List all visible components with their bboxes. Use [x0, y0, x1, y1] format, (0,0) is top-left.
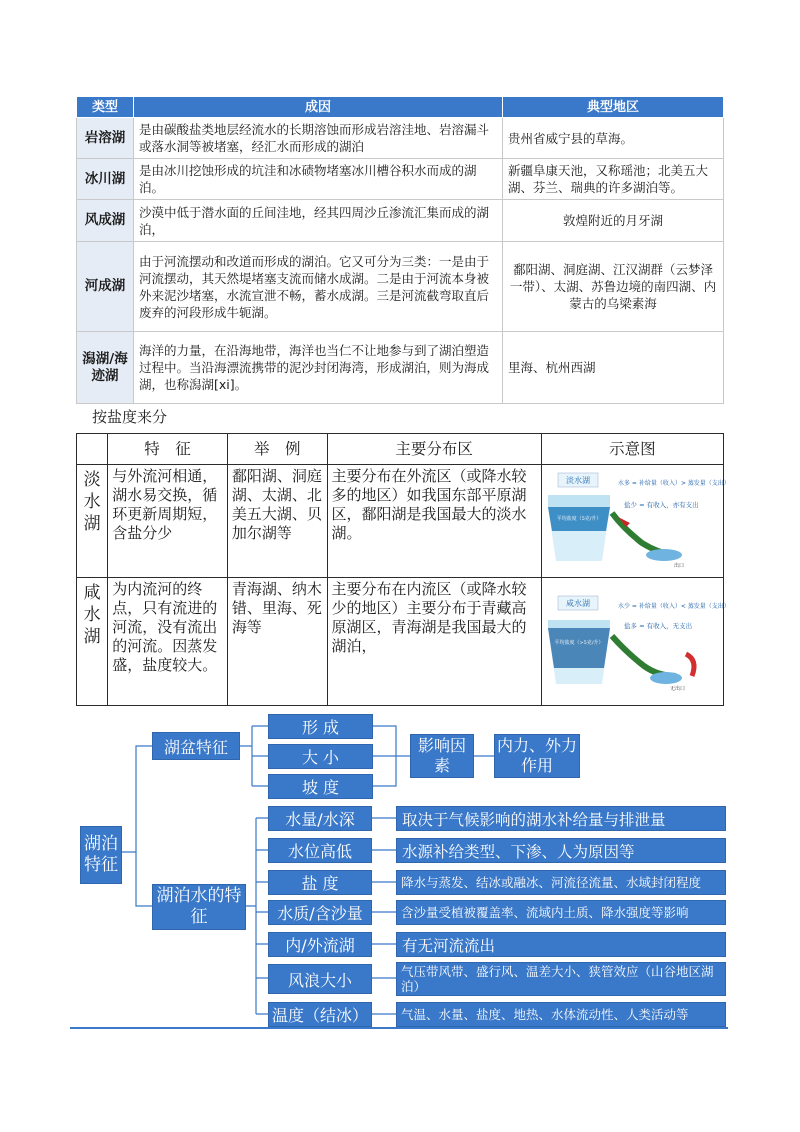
water-detail-waves: 气压带风带、盛行风、温差大小、狭管效应（山谷地区湖泊） — [396, 962, 726, 996]
row-cause: 由于河流摆动和改道而形成的湖泊。它又可分为三类：一是由于河流摆动，其天然堤堵塞支流而储水成湖。二是由于河流本身被外来泥沙堵塞，水流宣泄不畅，蓄水成湖。三是河流截弯取直后废弃的河段形成牛轭湖。 — [134, 242, 503, 332]
row-example: 青海湖、纳木错、里海、死海等 — [227, 578, 327, 706]
connector-basin-items — [240, 726, 268, 786]
basin-item: 形 成 — [268, 714, 373, 739]
water-detail-quality: 含沙量受植被覆盖率、流域内土质、降水强度等影响 — [396, 900, 726, 925]
diagram-outlet: 出口 — [673, 563, 684, 569]
diagram-title: 淡水湖 — [565, 476, 590, 485]
header-cause: 成因 — [134, 97, 503, 118]
row-type: 冰川湖 — [77, 159, 134, 200]
row-type: 河成湖 — [77, 242, 134, 332]
water-branch: 湖泊水的特征 — [152, 884, 246, 930]
water-detail-salinity: 降水与蒸发、结冰或融冰、河流径流量、水域封闭程度 — [396, 870, 726, 895]
water-detail-temperature: 气温、水量、盐度、地热、水体流动性、人类活动等 — [396, 1002, 726, 1027]
diagram-level: 平均盐度（>5克/升） — [554, 639, 604, 646]
header-feature: 特 征 — [108, 434, 228, 465]
water-item-volume: 水量/水深 — [268, 806, 372, 831]
header-region: 典型地区 — [503, 97, 724, 118]
basin-item: 大 小 — [268, 744, 373, 769]
row-type: 潟湖/海迹湖 — [77, 332, 134, 404]
row-region: 新疆阜康天池，又称瑶池；北美五大湖、芬兰、瑞典的许多湖泊等。 — [503, 159, 724, 200]
water-detail-volume: 取决于气候影响的湖水补给量与排泄量 — [396, 806, 726, 831]
water-item-quality: 水质/含沙量 — [268, 900, 372, 925]
water-item-salinity: 盐 度 — [268, 870, 372, 895]
basin-item: 坡 度 — [268, 774, 373, 799]
row-region: 里海、杭州西湖 — [503, 332, 724, 404]
water-item-outflow: 内/外流湖 — [268, 932, 372, 957]
diagram-outlet: 无出口 — [669, 685, 685, 692]
force-box: 内力、外力作用 — [494, 734, 580, 778]
connector-water-items — [256, 818, 268, 1014]
connector-root-water — [136, 852, 152, 906]
row-cause: 是由碳酸盐类地层经流水的长期溶蚀而形成岩溶洼地、岩溶漏斗或落水洞等被堵塞，经汇水而形成的湖泊 — [134, 118, 503, 159]
row-region: 敦煌附近的月牙湖 — [503, 200, 724, 242]
mindmap-root: 湖泊特征 — [80, 826, 122, 884]
header-example: 举 例 — [227, 434, 327, 465]
row-type: 岩溶湖 — [77, 118, 134, 159]
header-figure: 示意图 — [541, 434, 723, 465]
diagram-line2: 盐多 = 有收入，无支出 — [623, 621, 692, 630]
influence-factor: 影响因素 — [410, 734, 474, 778]
water-item-level: 水位高低 — [268, 838, 372, 863]
diagram-title: 咸水湖 — [565, 598, 590, 608]
row-feature: 与外流河相通，湖水易交换，循环更新周期短，含盐分少 — [108, 465, 228, 578]
connector-water-trunk — [246, 818, 256, 1014]
diagram-line2: 盐少 = 有收入，亦有支出 — [623, 501, 699, 509]
connector-item-details — [372, 818, 396, 1014]
connector-items-factor — [373, 726, 410, 786]
row-region: 贵州省威宁县的草海。 — [503, 118, 724, 159]
row-feature: 为内流河的终点，只有流进的河流，没有流出的河流。因蒸发盛，盐度较大。 — [108, 578, 228, 706]
row-distribution: 主要分布在内流区（或降水较少的地区）主要分布于青藏高原湖区，青海湖是我国最大的湖泊， — [327, 578, 541, 706]
connector-root-basin — [120, 746, 152, 852]
row-region: 鄱阳湖、洞庭湖、江汉湖群（云梦泽一带）、太湖、苏鲁边境的南四湖、内蒙古的乌梁素海 — [503, 242, 724, 332]
diagram-level: 平均盐度（5克/升） — [556, 516, 602, 522]
water-item-waves: 风浪大小 — [268, 964, 372, 994]
row-type: 风成湖 — [77, 200, 134, 242]
row-cause: 是由冰川挖蚀形成的坑洼和冰碛物堵塞冰川槽谷积水而成的湖泊。 — [134, 159, 503, 200]
row-distribution: 主要分布在外流区（或降水较多的地区）如我国东部平原湖区，鄱阳湖是我国最大的淡水湖。 — [327, 465, 541, 578]
water-detail-level: 水源补给类型、下渗、人为原因等 — [396, 838, 726, 863]
row-cause: 沙漠中低于潜水面的丘间洼地，经其四周沙丘渗流汇集而成的湖泊， — [134, 200, 503, 242]
header-type: 类型 — [77, 97, 134, 118]
row-type: 淡水湖 — [77, 465, 108, 578]
row-cause: 海洋的力量，在沿海地带，海洋也当仁不让地参与到了湖泊塑造过程中。当沿海漂流携带的泥沙封闭海湾，形成湖泊，则为海成湖，也称潟湖[xi]。 — [134, 332, 503, 404]
diagram-line1: 水少 = 补给量（收入）< 蒸发量（支出） — [617, 602, 730, 610]
row-example: 鄱阳湖、洞庭湖、太湖、北美五大湖、贝加尔湖等 — [227, 465, 327, 578]
row-type: 咸水湖 — [77, 578, 108, 706]
header-distribution: 主要分布区 — [327, 434, 541, 465]
water-item-temperature: 温度（结冰） — [268, 1002, 372, 1027]
mindmap-bottom-rule — [70, 1027, 728, 1029]
water-detail-outflow: 有无河流流出 — [396, 932, 726, 957]
basin-branch: 湖盆特征 — [152, 732, 240, 760]
section-caption: 按盐度来分 — [92, 408, 168, 426]
diagram-line1: 水多 = 补给量（收入）> 蒸发量（支出） — [617, 480, 730, 487]
